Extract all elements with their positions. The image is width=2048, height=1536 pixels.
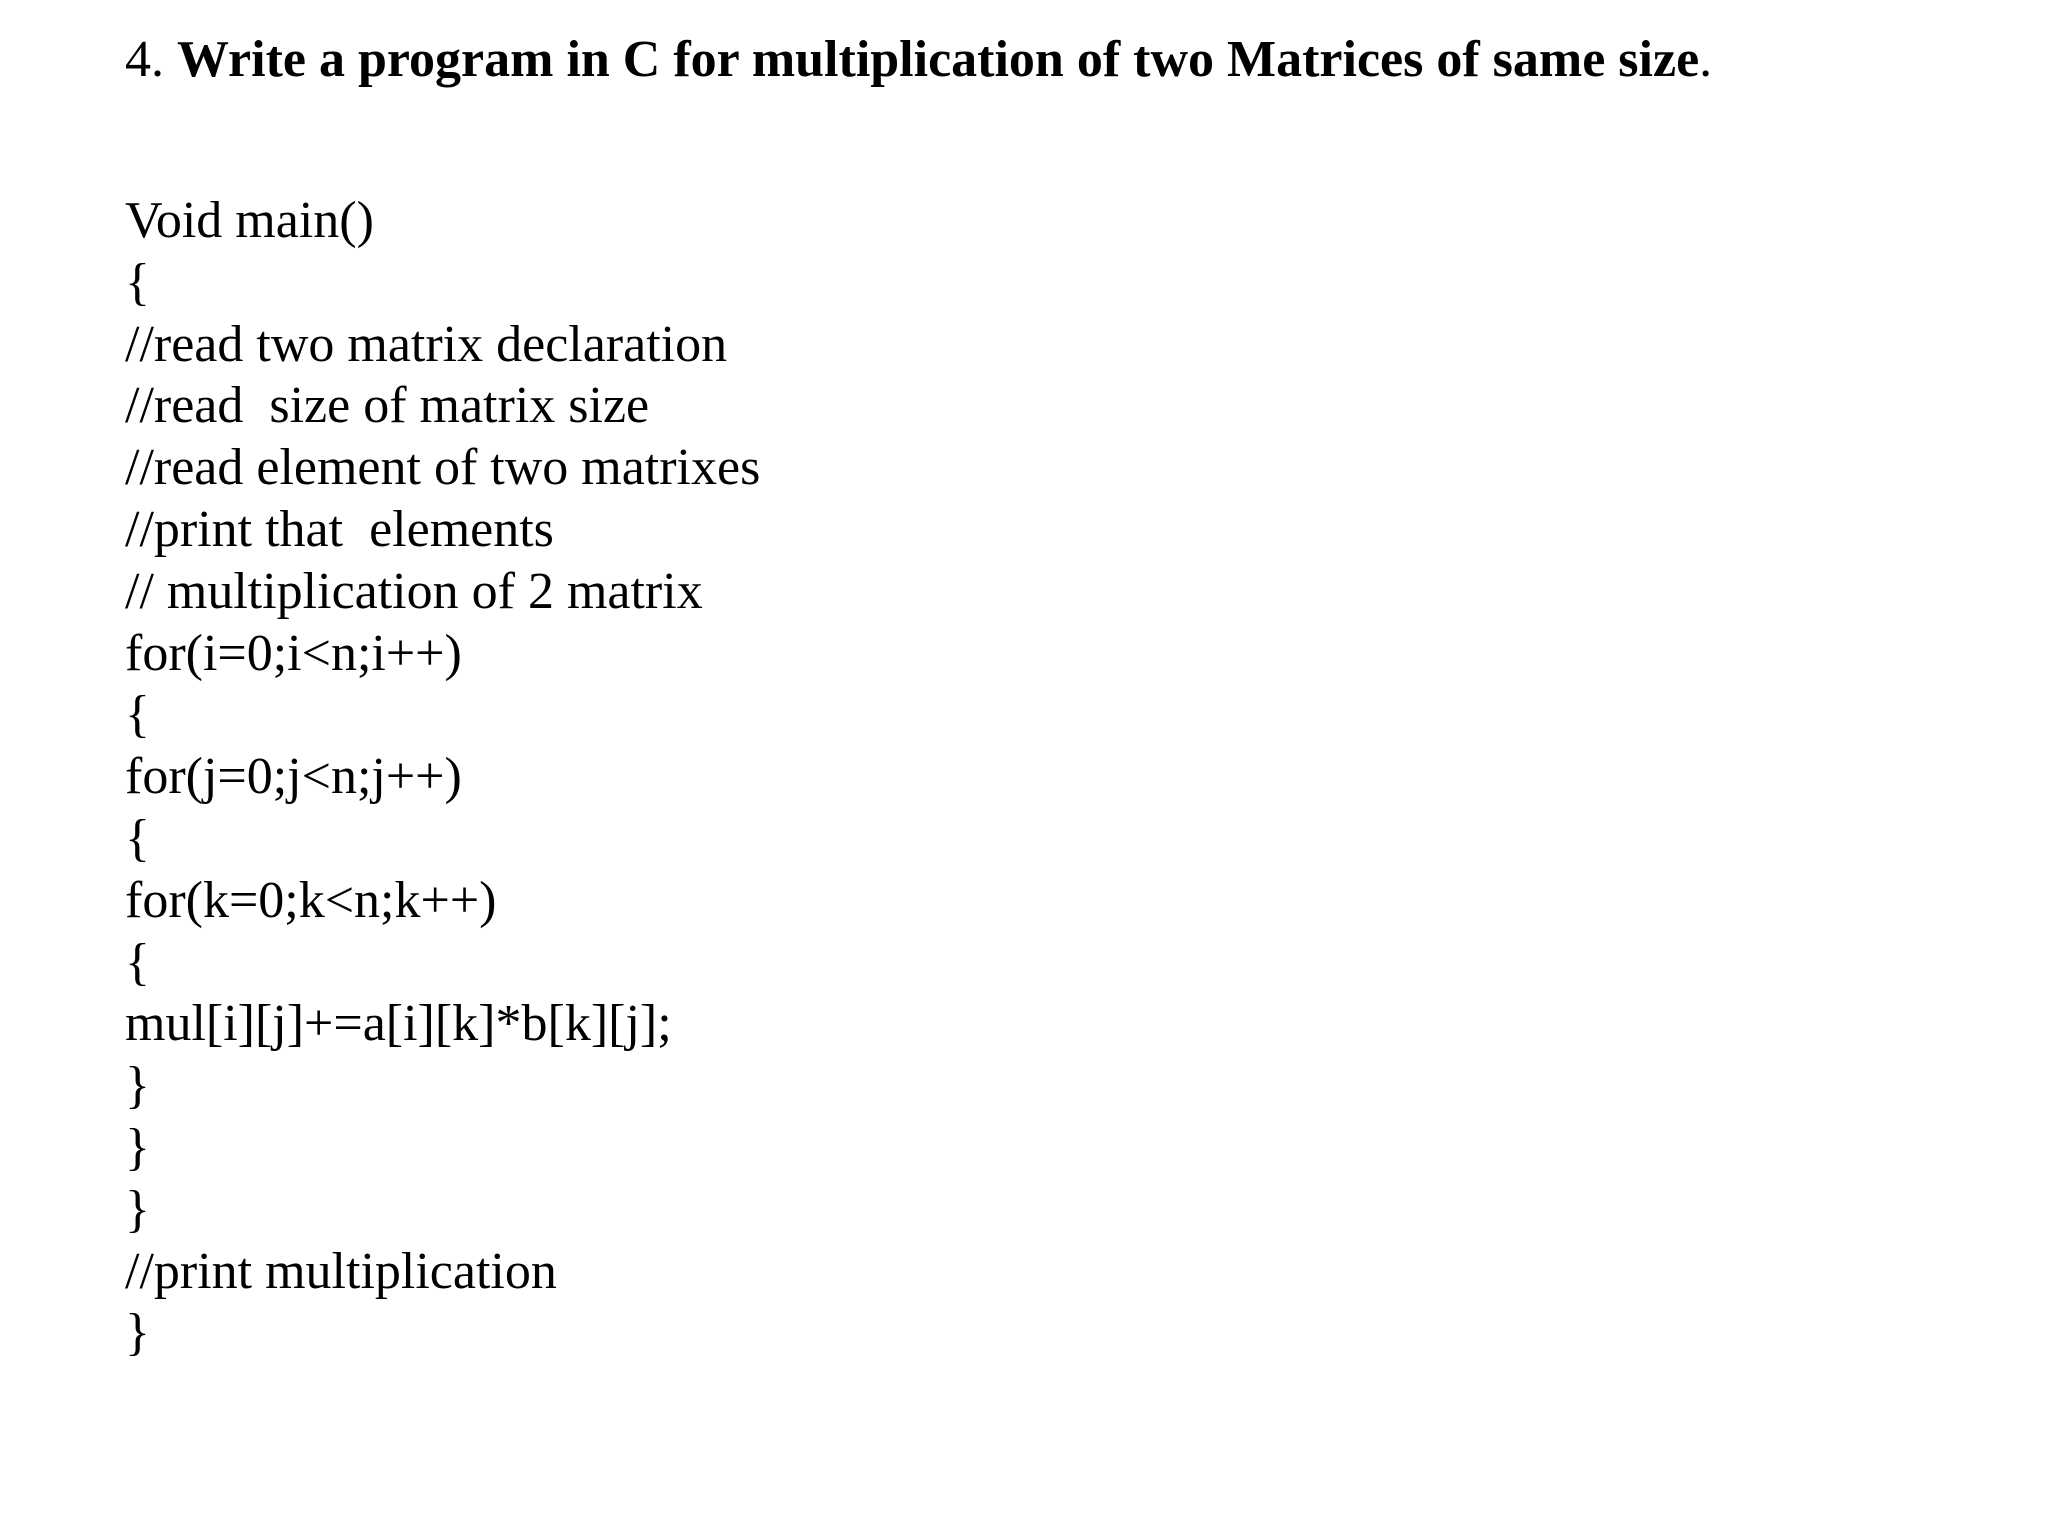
code-line: for(k=0;k<n;k++): [125, 871, 497, 929]
code-line: }: [125, 1118, 150, 1176]
code-line: //print that elements: [125, 500, 554, 558]
code-line: }: [125, 1057, 150, 1115]
code-line: {: [125, 809, 150, 867]
code-line: // multiplication of 2 matrix: [125, 562, 703, 620]
code-line: //read two matrix declaration: [125, 315, 728, 373]
question-title: Write a program in C for multiplication of two Matrices of same size: [177, 31, 1700, 88]
code-line: {: [125, 253, 150, 311]
code-line: {: [125, 686, 150, 744]
code-block: [125, 190, 760, 1364]
code-line: Void main(): [125, 192, 374, 249]
code-line: mul[i][j]+=a[i][k]*b[k][j];: [125, 995, 672, 1053]
code-line: for(j=0;j<n;j++): [125, 748, 462, 806]
code-line: }: [125, 1180, 150, 1238]
code-line: //read element of two matrixes: [125, 439, 761, 497]
code-line: }: [125, 1304, 150, 1362]
code-line: //read size of matrix size: [125, 377, 650, 435]
code-line: for(i=0;i<n;i++): [125, 624, 462, 682]
code-line: {: [125, 933, 150, 991]
question-number: 4.: [125, 31, 177, 88]
question-period: .: [1699, 31, 1713, 88]
question-heading: [125, 28, 1712, 92]
code-line: //print multiplication: [125, 1242, 557, 1300]
